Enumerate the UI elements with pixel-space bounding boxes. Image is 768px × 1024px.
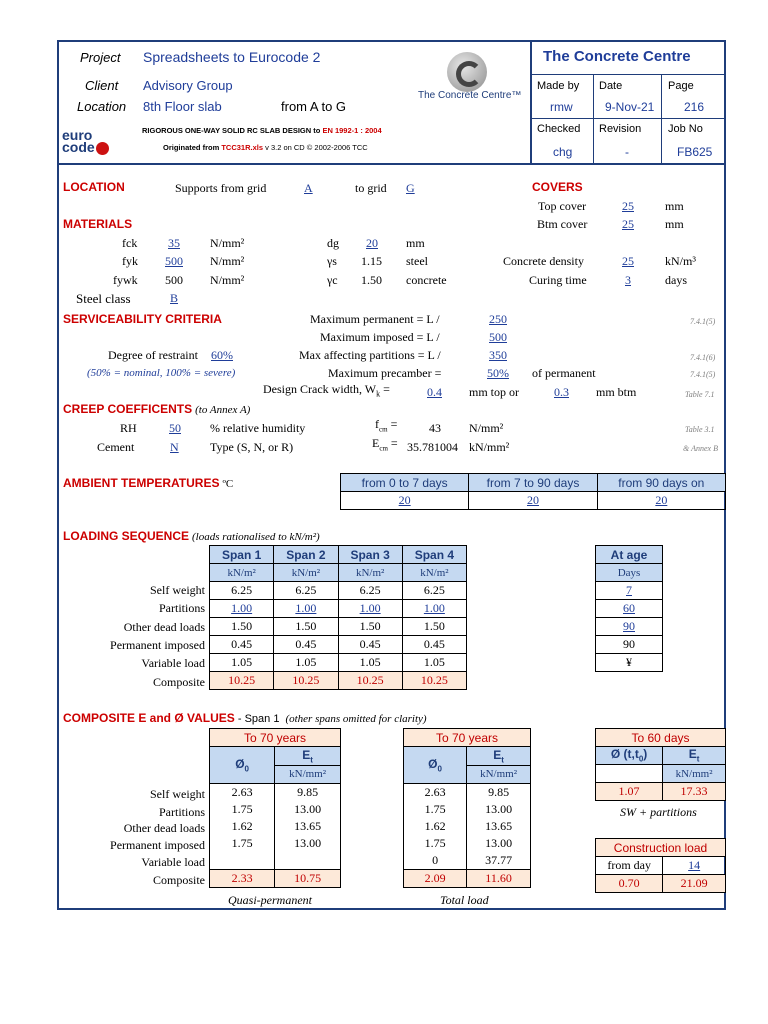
loading-title — [63, 529, 320, 544]
originated-line — [163, 143, 368, 152]
crack-top-value[interactable]: 0.4 — [427, 385, 442, 399]
t1-cell: 1.75 — [210, 801, 275, 818]
steel-class-label: Steel class — [76, 291, 131, 306]
company-name: The Concrete Centre — [543, 48, 691, 65]
to-grid-label: to grid — [355, 181, 387, 195]
row-label: Partitions — [158, 601, 205, 615]
crack-btm-value[interactable]: 0.3 — [554, 385, 569, 399]
t1-cell — [210, 852, 275, 870]
date-value: 9-Nov-21 — [605, 100, 655, 114]
t2-cell: 9.85 — [467, 784, 531, 802]
ecm-eq: = — [387, 436, 398, 450]
creep-title — [63, 402, 250, 417]
ecm-text: E — [372, 436, 380, 450]
loading-table — [209, 545, 467, 690]
density-label: Concrete density — [503, 254, 584, 268]
row-label: Permanent imposed — [110, 838, 205, 852]
covers-title: COVERS — [532, 180, 583, 194]
crack-width-label — [263, 382, 390, 398]
t1-e-header — [275, 747, 341, 766]
ref-7-4-1-5: 7.4.1(5) — [690, 317, 716, 326]
design-code: EN 1992-1 : 2004 — [322, 126, 382, 135]
load-cell: 6.25 — [210, 582, 274, 600]
t3-cell: 17.33 — [663, 783, 726, 801]
t2-cell: 13.65 — [467, 818, 531, 835]
t1-phi: Ø — [235, 756, 245, 771]
revision-value: - — [625, 145, 629, 159]
construction-table — [595, 838, 726, 893]
header-divider — [530, 40, 532, 164]
eurocode-logo-line1: euro — [62, 127, 93, 143]
composite-title — [63, 711, 427, 726]
ambient-temp-value[interactable]: 20 — [341, 492, 469, 510]
crack-top-unit: mm top or — [469, 385, 519, 399]
fcm-eq: = — [387, 417, 398, 431]
t1-caption: Quasi-permanent — [228, 893, 312, 907]
quasi-permanent-table — [209, 728, 341, 888]
fck-label: fck — [122, 236, 138, 250]
composite-span-label: - Span 1 — [234, 713, 280, 725]
header-line — [593, 75, 594, 163]
precamber-suffix: of permanent — [532, 366, 596, 380]
t2-e-header — [467, 747, 531, 766]
t1-cell: 2.63 — [210, 784, 275, 802]
ref-table-3-1: Table 3.1 — [685, 425, 715, 434]
ambient-table — [340, 473, 726, 510]
top-cover-unit: mm — [665, 199, 684, 213]
t3-phi: Ø (t,t — [610, 747, 639, 762]
row-label: Variable load — [141, 855, 205, 869]
t2-phi-sub: 0 — [437, 764, 442, 774]
ambient-temp-value[interactable]: 20 — [597, 492, 725, 510]
precamber-value[interactable]: 50% — [487, 366, 509, 380]
span-header: Span 3 — [338, 546, 402, 564]
fcm-unit: N/mm² — [469, 421, 504, 435]
t2-phi-header — [404, 747, 467, 784]
serviceability-title: SERVICEABILITY CRITERIA — [63, 312, 222, 326]
fyk-unit: N/mm² — [210, 254, 245, 268]
row-label: Composite — [152, 873, 205, 887]
t2-cell: 1.75 — [404, 835, 467, 852]
t2-cell: 1.75 — [404, 801, 467, 818]
logo-text: The Concrete Centre™ — [418, 90, 522, 101]
t1-composite: 10.75 — [275, 870, 341, 888]
restraint-label: Degree of restraint — [108, 348, 198, 362]
load-cell: 1.50 — [402, 618, 466, 636]
btm-cover-unit: mm — [665, 217, 684, 231]
cement-label: Cement — [97, 440, 135, 454]
t3-title: To 60 days — [596, 729, 726, 747]
fywk-value: 500 — [165, 273, 183, 287]
header-line — [531, 74, 726, 75]
crack-width-text: Design Crack width, W — [263, 382, 377, 396]
ref-7-4-1-5b: 7.4.1(5) — [690, 370, 716, 379]
max-permanent-value[interactable]: 250 — [489, 312, 507, 326]
location-value: 8th Floor slab — [143, 99, 222, 114]
t2-cell: 1.62 — [404, 818, 467, 835]
made-by-label: Made by — [537, 80, 580, 92]
gamma-c-unit: concrete — [406, 273, 447, 287]
max-partitions-label: Max affecting partitions = L / — [299, 348, 441, 362]
unit-cell: kN/m² — [402, 564, 466, 582]
revision-label: Revision — [599, 123, 642, 135]
gamma-c-label: γc — [327, 273, 338, 287]
loading-subtitle: (loads rationalised to kN/m²) — [192, 531, 320, 543]
t2-e: E — [493, 747, 502, 762]
job-label: Job No — [668, 123, 703, 135]
dg-unit: mm — [406, 236, 425, 250]
ambient-title-text: AMBIENT TEMPERATURES — [63, 476, 220, 490]
load-cell: 1.05 — [210, 654, 274, 672]
age-cell[interactable]: 7 — [596, 582, 663, 600]
t3-note: SW + partitions — [620, 805, 697, 819]
load-cell-input[interactable]: 1.00 — [210, 600, 274, 618]
restraint-note: (50% = nominal, 100% = severe) — [87, 367, 236, 379]
t1-cell: 13.00 — [275, 835, 341, 852]
gamma-s-value: 1.15 — [361, 254, 382, 268]
t2-e-sub: t — [501, 754, 504, 764]
span-header: Span 1 — [210, 546, 274, 564]
t1-unit: kN/mm² — [275, 765, 341, 784]
ecm-value: 35.781004 — [407, 440, 458, 454]
crack-btm-unit: mm btm — [596, 385, 637, 399]
ref-table-7-1: Table 7.1 — [685, 390, 715, 399]
creep-title-text: CREEP COEFFICENTS — [63, 402, 193, 416]
t3-e-header — [663, 747, 726, 765]
t2-cell: 2.63 — [404, 784, 467, 802]
fywk-unit: N/mm² — [210, 273, 245, 287]
t3-unit: kN/mm² — [663, 765, 726, 783]
location-label: Location — [77, 99, 127, 114]
supports-label: Supports from grid — [175, 181, 267, 195]
row-label: Permanent imposed — [110, 638, 205, 652]
fyk-value[interactable]: 500 — [165, 254, 183, 268]
t3-phi-header — [596, 747, 663, 765]
fck-unit: N/mm² — [210, 236, 245, 250]
load-cell: 1.50 — [274, 618, 338, 636]
composite-note: (other spans omitted for clarity) — [285, 713, 427, 725]
rh-value[interactable]: 50 — [169, 421, 181, 435]
cement-value[interactable]: N — [170, 440, 179, 454]
fck-value[interactable]: 35 — [168, 236, 180, 250]
max-partitions-value[interactable]: 350 — [489, 348, 507, 362]
ref-annex-b: & Annex B — [683, 444, 718, 453]
client-value: Advisory Group — [143, 78, 233, 93]
t1-cell: 9.85 — [275, 784, 341, 802]
age-cell: ¥ — [596, 654, 663, 672]
row-label: Composite — [152, 675, 205, 689]
t1-cell — [275, 852, 341, 870]
location-title: LOCATION — [63, 180, 125, 194]
age-cell: 90 — [596, 636, 663, 654]
client-label: Client — [85, 78, 119, 93]
loading-title-text: LOADING SEQUENCE — [63, 529, 190, 543]
from-day-value[interactable]: 14 — [663, 857, 726, 875]
restraint-value[interactable]: 60% — [211, 348, 233, 362]
load-cell: 6.25 — [402, 582, 466, 600]
t3-blank — [596, 765, 663, 783]
ambient-unit: ºC — [222, 478, 234, 490]
load-cell: 0.45 — [274, 636, 338, 654]
t2-cell: 13.00 — [467, 835, 531, 852]
t1-title: To 70 years — [210, 729, 341, 747]
concrete-centre-logo-icon — [447, 52, 487, 92]
t3-composite: 0.70 — [596, 875, 663, 893]
header-bottom-line — [57, 163, 726, 165]
t2-cell: 37.77 — [467, 852, 531, 870]
page-value: 216 — [684, 100, 705, 114]
fcm-label — [375, 417, 397, 433]
design-line-prefix: RIGOROUS ONE-WAY SOLID RC SLAB DESIGN to — [142, 126, 323, 135]
btm-cover-label: Btm cover — [537, 217, 588, 231]
t1-cell: 13.00 — [275, 801, 341, 818]
row-label: Partitions — [158, 805, 205, 819]
originated-prefix: Originated from — [163, 143, 222, 152]
header-line — [661, 75, 662, 163]
load-cell-input[interactable]: 1.00 — [274, 600, 338, 618]
load-cell-input[interactable]: 1.00 — [338, 600, 402, 618]
composite-cell: 10.25 — [210, 672, 274, 690]
load-cell: 6.25 — [338, 582, 402, 600]
t1-e: E — [302, 747, 311, 762]
t3-composite: 21.09 — [663, 875, 726, 893]
checked-value: chg — [553, 145, 573, 159]
t3-cell: 1.07 — [596, 783, 663, 801]
max-imposed-value[interactable]: 500 — [489, 330, 507, 344]
unit-cell: kN/m² — [210, 564, 274, 582]
age-header: At age — [596, 546, 663, 564]
checked-label: Checked — [537, 123, 581, 135]
load-cell: 1.50 — [210, 618, 274, 636]
header-line — [531, 118, 726, 119]
load-cell: 0.45 — [210, 636, 274, 654]
fcm-value: 43 — [429, 421, 441, 435]
t3-phi-end: ) — [643, 747, 648, 762]
t1-cell: 13.65 — [275, 818, 341, 835]
t2-title: To 70 years — [404, 729, 531, 747]
load-cell: 0.45 — [338, 636, 402, 654]
t2-composite: 2.09 — [404, 870, 467, 888]
total-load-table — [403, 728, 531, 888]
load-cell: 1.50 — [338, 618, 402, 636]
rh-unit: % relative humidity — [210, 421, 306, 435]
t1-cell: 1.75 — [210, 835, 275, 852]
unit-cell: kN/m² — [274, 564, 338, 582]
project-value: Spreadsheets to Eurocode 2 — [143, 49, 321, 65]
page-label: Page — [668, 80, 694, 92]
load-cell: 0.45 — [402, 636, 466, 654]
t1-composite: 2.33 — [210, 870, 275, 888]
t2-composite: 11.60 — [467, 870, 531, 888]
row-label: Self weight — [150, 787, 205, 801]
span-header: Span 4 — [402, 546, 466, 564]
eurocode-logo — [62, 129, 109, 155]
date-label: Date — [599, 80, 623, 92]
density-value[interactable]: 25 — [622, 254, 634, 268]
max-permanent-label: Maximum permanent = L / — [310, 312, 440, 326]
t1-e-sub: t — [310, 754, 313, 764]
materials-title: MATERIALS — [63, 217, 133, 231]
fyk-label: fyk — [122, 254, 138, 268]
t3-phi-sub: 0 — [638, 754, 644, 764]
ecm-unit: kN/mm² — [469, 440, 510, 454]
ambient-period-label: from 7 to 90 days — [469, 474, 597, 492]
crack-width-sub: k — [376, 389, 381, 399]
ambient-title — [63, 476, 233, 491]
btm-cover-value[interactable]: 25 — [622, 217, 634, 231]
max-imposed-label: Maximum imposed = L / — [320, 330, 440, 344]
top-cover-label: Top cover — [538, 199, 587, 213]
steel-class-value[interactable]: B — [170, 291, 179, 305]
gamma-s-unit: steel — [406, 254, 428, 268]
t3-e: E — [688, 747, 697, 762]
t1-cell: 1.62 — [210, 818, 275, 835]
cement-unit: Type (S, N, or R) — [210, 440, 294, 454]
t2-unit: kN/mm² — [467, 765, 531, 784]
composite-cell: 10.25 — [338, 672, 402, 690]
t1-phi-header — [210, 747, 275, 784]
top-cover-value[interactable]: 25 — [622, 199, 634, 213]
t3-e-sub: t — [696, 754, 700, 764]
ambient-period-label: from 0 to 7 days — [341, 474, 469, 492]
ref-7-4-1-6: 7.4.1(6) — [690, 353, 716, 362]
row-label: Self weight — [150, 583, 205, 597]
from-grid-value[interactable]: A — [304, 181, 313, 195]
row-label: Variable load — [141, 656, 205, 670]
composite-title-text: COMPOSITE E and Ø VALUES — [63, 711, 235, 725]
load-cell: 1.05 — [338, 654, 402, 672]
design-line — [142, 126, 382, 135]
span-header: Span 2 — [274, 546, 338, 564]
creep-subtitle: (to Annex A) — [195, 404, 251, 416]
ambient-temp-value[interactable]: 20 — [469, 492, 597, 510]
fcm-text: f — [375, 417, 379, 431]
fywk-label: fywk — [113, 273, 138, 287]
curing-unit: days — [665, 273, 687, 287]
project-label: Project — [80, 50, 121, 65]
t1-phi-sub: 0 — [244, 764, 249, 774]
row-label: Other dead loads — [123, 821, 205, 835]
ecm-label — [372, 436, 398, 452]
gamma-c-value: 1.50 — [361, 273, 382, 287]
from-day-label: from day — [596, 857, 663, 875]
t2-caption: Total load — [440, 893, 489, 907]
composite-cell: 10.25 — [274, 672, 338, 690]
t2-phi: Ø — [428, 756, 438, 771]
crack-width-eq: = — [380, 382, 390, 396]
precamber-label: Maximum precamber = — [328, 366, 442, 380]
unit-cell: kN/m² — [338, 564, 402, 582]
t2-cell: 13.00 — [467, 801, 531, 818]
eurocode-logo-line2: code — [62, 139, 95, 155]
load-cell: 6.25 — [274, 582, 338, 600]
originated-suffix: v 3.2 on CD © 2002-2006 TCC — [265, 143, 368, 152]
t2-cell: 0 — [404, 852, 467, 870]
gamma-s-label: γs — [327, 254, 337, 268]
made-by-value: rmw — [550, 100, 573, 114]
density-unit: kN/m³ — [665, 254, 696, 268]
construction-label: Construction load — [596, 839, 726, 857]
age-cell[interactable]: 60 — [596, 600, 663, 618]
composite-cell: 10.25 — [402, 672, 466, 690]
curing-label: Curing time — [529, 273, 587, 287]
ecm-sub: cm — [379, 444, 388, 453]
eurocode-2-icon — [96, 142, 109, 155]
fcm-sub: cm — [379, 425, 388, 434]
sixty-day-table — [595, 728, 726, 801]
originated-file: TCC31R.xls — [221, 143, 264, 152]
ambient-period-label: from 90 days on — [597, 474, 725, 492]
load-cell: 1.05 — [274, 654, 338, 672]
job-value: FB625 — [677, 145, 713, 159]
dg-value[interactable]: 20 — [366, 236, 378, 250]
curing-value[interactable]: 3 — [625, 273, 631, 287]
age-table — [595, 545, 663, 672]
load-cell: 1.05 — [402, 654, 466, 672]
dg-label: dg — [327, 236, 339, 250]
age-cell[interactable]: 90 — [596, 618, 663, 636]
rh-label: RH — [120, 421, 137, 435]
to-grid-value[interactable]: G — [406, 181, 415, 195]
row-label: Other dead loads — [123, 620, 205, 634]
age-unit: Days — [596, 564, 663, 582]
load-cell-input[interactable]: 1.00 — [402, 600, 466, 618]
location-extra: from A to G — [281, 99, 347, 114]
